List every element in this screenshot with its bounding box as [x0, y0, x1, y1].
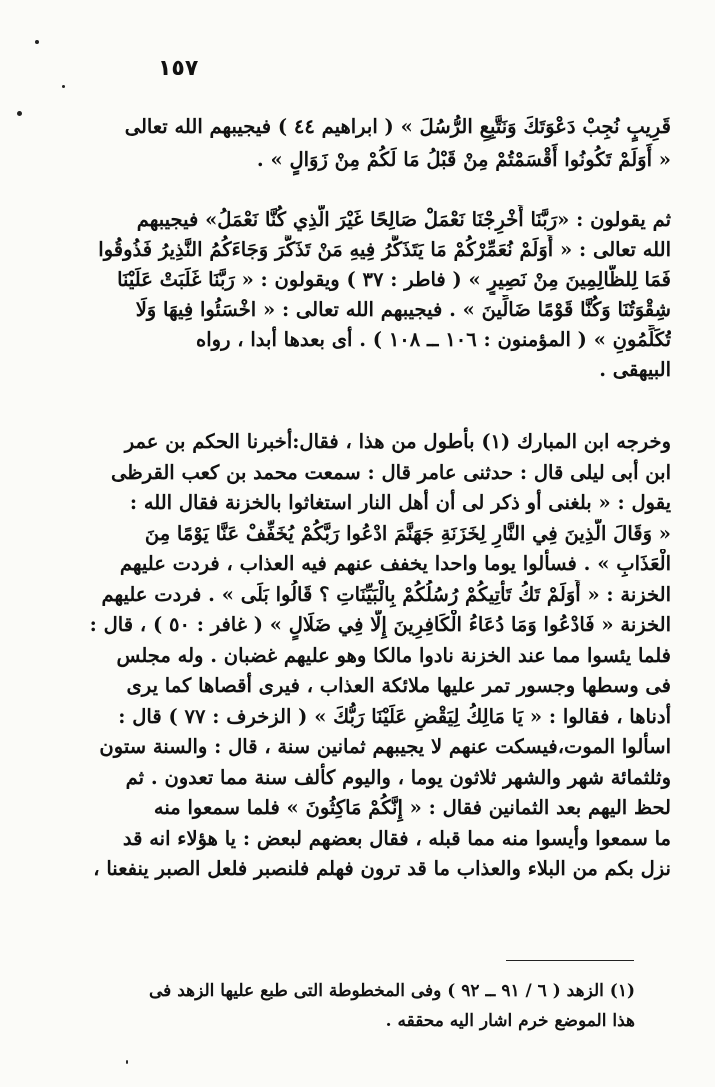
- scan-speck: [17, 111, 22, 116]
- paragraph-quran-reply: [41, 110, 671, 176]
- text-line: لحظ اليهم بعد الثمانين فقال : « إِنَّكُمْ مَاكِثُونَ » فلما سمعوا منه: [153, 796, 671, 819]
- text-line: فَمَا لِلظَّالِمِينَ مِنْ نَصِيرٍ » ( فاطر : ٣٧ ) ويقولون : « رَبَّنَا غَلَبَتْ عَلَيْنَا: [117, 268, 671, 291]
- footnote: [80, 976, 635, 1036]
- footnote-line: (١) الزهد ( ٦ / ٩١ ــ ٩٢ ) وفى المخطوطة التى طبع عليها الزهد فى: [148, 981, 635, 1001]
- text-line: شِقْوَتُنَا وَكُنَّا قَوْمًا ضَالِّينَ » . فيجيبهم الله تعالى : « اخْسَئُوا فِيهَا وَلَا: [135, 298, 671, 321]
- footnote-line: هذا الموضع خرم اشار اليه محققه .: [385, 1011, 635, 1031]
- scan-speck: [35, 40, 39, 44]
- text-line: تُكَلِّمُونِ » ( المؤمنون : ١٠٦ ــ ١٠٨ ) . أى بعدها أبدا ، رواه: [196, 328, 671, 351]
- text-line: وخرجه ابن المبارك (١) بأطول من هذا ، فقال:أخبرنا الحكم بن عمر: [124, 430, 671, 453]
- paragraph-dwellers-plea: [41, 205, 671, 385]
- text-line: وثلثمائة شهر والشهر ثلاثون يوما ، واليوم كألف سنة مما تعدون . ثم: [125, 765, 671, 789]
- text-line: ابن أبى ليلى قال : حدثنى عامر قال : سمعت محمد بن كعب القرظى: [110, 460, 671, 484]
- text-line: نزل بكم من البلاء والعذاب ما قد ترون فهلم فلنصبر فلعل الصبر ينفعنا ،: [93, 857, 671, 880]
- footnote-divider: [506, 960, 634, 961]
- text-line: البيهقى .: [599, 358, 671, 381]
- text-line: قَرِيبٍ نُجِبْ دَعْوَتَكَ وَنَتَّبِعِ الرُّسُلَ » ( ابراهيم ٤٤ ) فيجيبهم الله تعالى: [124, 115, 671, 138]
- text-line: ثم يقولون : «رَبَّنَا أَخْرِجْنَا نَعْمَلْ صَالِحًا غَيْرَ الَّذِي كُنَّا نَعْمَلُ» فيجيبهم: [136, 208, 671, 231]
- text-line: فلما يئسوا مما عند الخزنة نادوا مالكا وهو عليهم غضبان . وله مجلس: [116, 643, 671, 667]
- text-line: « وَقَالَ الَّذِينَ فِي النَّارِ لِخَزَنَةِ جَهَنَّمَ ادْعُوا رَبَّكُمْ يُخَفِّفْ عَنَّا يَوْمًا مِنَ: [144, 521, 671, 545]
- text-line: يقول : « بلغنى أو ذكر لى أن أهل النار استغاثوا بالخزنة فقال الله :: [129, 491, 671, 514]
- text-line: فى وسطها وجسور تمر عليها ملائكة العذاب ، فيرى أقصاها كما يرى: [126, 674, 671, 697]
- text-line: الخزنة « فَادْعُوا وَمَا دُعَاءُ الْكَافِرِينَ إِلَّا فِي ضَلَالٍ » ( غافر : ٥٠ ) ، قال :: [89, 613, 671, 636]
- text-line: أدناها ، فقالوا : « يَا مَالِكُ لِيَقْضِ عَلَيْنَا رَبُّكَ » ( الزخرف : ٧٧ ) قال :: [118, 704, 671, 728]
- page-number: ١٥٧: [158, 56, 199, 81]
- scan-speck: [62, 85, 65, 88]
- text-line: الله تعالى : « أَوَلَمْ نُعَمِّرْكُمْ مَا يَتَذَكَّرُ فِيهِ مَنْ تَذَكَّرَ وَجَاءَكُمُ النَّذِيرُ فَذُوقُوا: [98, 238, 671, 261]
- paragraph-ibn-mubarak-narration: [41, 427, 671, 885]
- text-line: اسألوا الموت،فيسكت عنهم لا يجيبهم ثمانين سنة ، قال : والسنة ستون: [99, 735, 671, 758]
- text-line: الخزنة : « أَوَلَمْ تَكُ تَأْتِيكُمْ رُسُلُكُمْ بِالْبَيِّنَاتِ ؟ قَالُوا بَلَى » . فردت عليهم: [101, 582, 671, 606]
- text-line: ما سمعوا وأيسوا منه مما قبله ، فقال بعضهم لبعض : يا هؤلاء انه قد: [122, 826, 671, 850]
- text-line: « أَوَلَمْ تَكُونُوا أَقْسَمْتُمْ مِنْ قَبْلُ مَا لَكُمْ مِنْ زَوَالٍ » .: [256, 148, 671, 171]
- scan-speck: [126, 1060, 128, 1064]
- text-line: الْعَذَابِ » . فسألوا يوما واحدا يخفف عنهم فيه العذاب ، فردت عليهم: [119, 552, 671, 575]
